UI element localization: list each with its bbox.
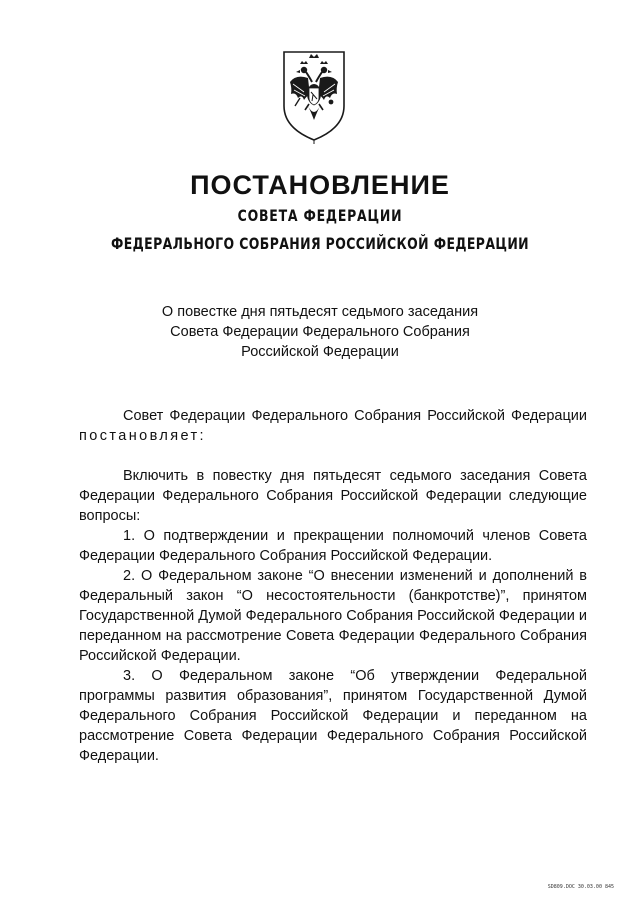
document-title: ПОСТАНОВЛЕНИЕ [190,170,450,200]
issuer-line-1: СОВЕТА ФЕДЕРАЦИИ [237,206,403,225]
preamble-text: Совет Федерации Федерального Собрания Российской Федерации [123,408,587,424]
document-subject [0,302,640,362]
coat-of-arms-icon [278,48,350,144]
subject-line: Совета Федерации Федерального Собрания [170,324,470,340]
preamble [79,406,587,446]
resolution-body [79,466,587,766]
agenda-item: 3. О Федеральном законе “Об утверждении Федеральной программы развития образования”, принятом Государственной Думой Федерального Собрания Российской Федерации и переданном на рассмотрение Совета Федерации Федерального Собрания Российской Федерации. [79,668,587,764]
agenda-item: 1. О подтверждении и прекращении полномочий членов Совета Федерации Федерального Собрания Российской Федерации. [79,528,587,564]
subject-line: Российской Федерации [241,344,399,360]
subject-line: О повестке дня пятьдесят седьмого заседания [161,304,479,320]
issuer-line-2: ФЕДЕРАЛЬНОГО СОБРАНИЯ РОССИЙСКОЙ ФЕДЕРАЦИИ [110,234,530,253]
resolution-intro: Включить в повестку дня пятьдесят седьмого заседания Совета Федерации Федерального Собрания Российской Федерации следующие вопросы: [79,468,587,524]
preamble-verb: постановляет: [79,428,206,444]
document-code: SD809.DOC 30.03.00 845 [547,884,614,890]
agenda-item: 2. О Федеральном законе “О внесении изменений и дополнений в Федеральный закон “О несостоятельности (банкротстве)”, принятом Государственной Думой Федерального Собрания Российской Федерации и переданном на рассмотрение Совета Федерации Федерального Собрания Российской Федерации. [79,568,587,664]
